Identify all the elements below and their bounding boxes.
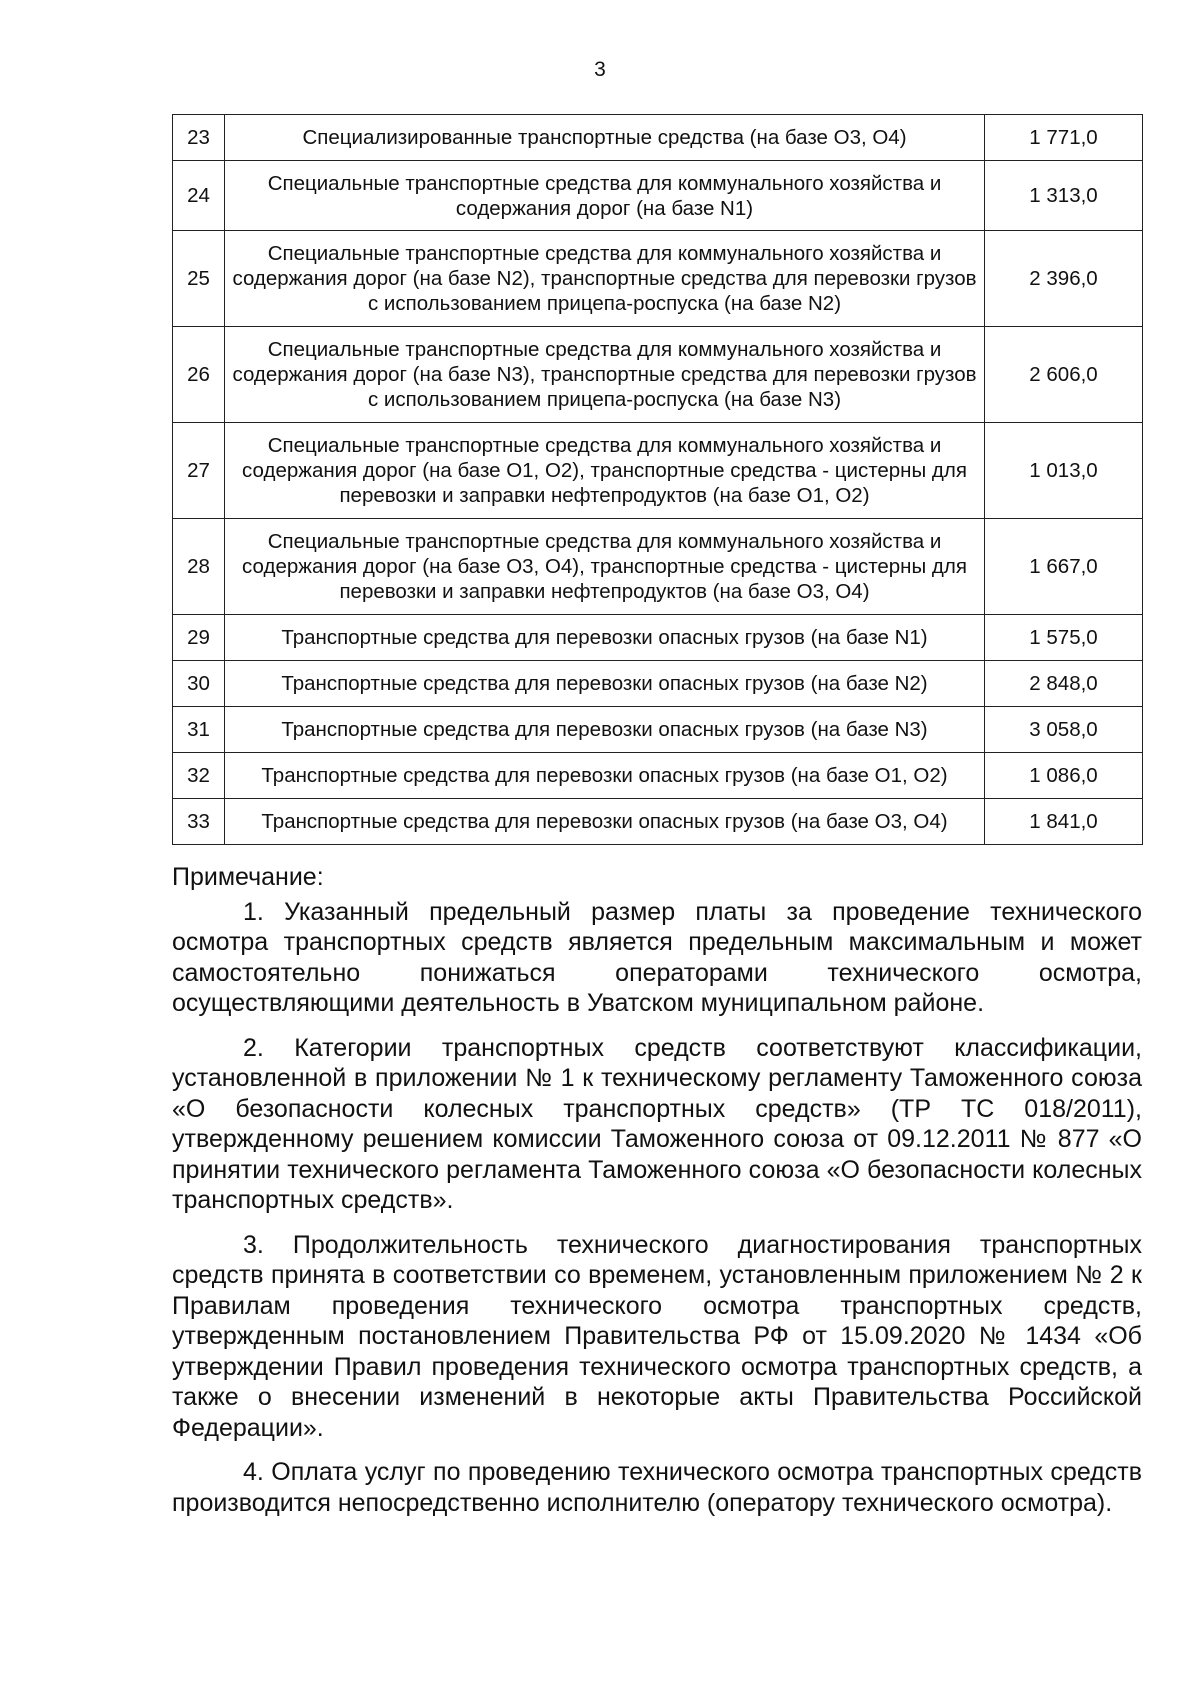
row-price: 1 575,0 bbox=[985, 615, 1143, 661]
row-number: 33 bbox=[173, 799, 225, 845]
row-description: Специальные транспортные средства для коммунального хозяйства и содержания дорог (на базе N3), транспортные средства для перевозки грузов с использованием прицепа-роспуска (на базе N3) bbox=[225, 327, 985, 423]
table-row bbox=[173, 423, 1143, 519]
table-row bbox=[173, 231, 1143, 327]
table-row bbox=[173, 327, 1143, 423]
row-description: Специальные транспортные средства для коммунального хозяйства и содержания дорог (на базе N2), транспортные средства для перевозки грузов с использованием прицепа-роспуска (на базе N2) bbox=[225, 231, 985, 327]
row-price: 1 841,0 bbox=[985, 799, 1143, 845]
row-number: 32 bbox=[173, 753, 225, 799]
note-item-1: 1. Указанный предельный размер платы за проведение технического осмотра транспортных средств является предельным максимальным и может самостоятельно понижаться операторами технического осмотра, осуществляющими деятельность в Уватском муниципальном районе. bbox=[172, 897, 1142, 1017]
row-number: 23 bbox=[173, 115, 225, 161]
table-row bbox=[173, 615, 1143, 661]
row-number: 29 bbox=[173, 615, 225, 661]
table-row bbox=[173, 161, 1143, 231]
row-price: 1 013,0 bbox=[985, 423, 1143, 519]
note-item-3: 3. Продолжительность технического диагностирования транспортных средств принята в соответствии со временем, установленным приложением № 2 к Правилам проведения технического осмотра транспортных средств, утвержденным постановлением Правительства РФ от 15.09.2020 № 1434 «Об утверждении Правил проведения технического осмотра транспортных средств, а также о внесении изменений в некоторые акты Правительства Российской Федерации». bbox=[172, 1230, 1142, 1442]
table-row bbox=[173, 661, 1143, 707]
notes-section bbox=[172, 862, 1142, 1532]
row-description: Специальные транспортные средства для коммунального хозяйства и содержания дорог (на базе О1, О2), транспортные средства - цистерны для перевозки и заправки нефтепродуктов (на базе О1, О2) bbox=[225, 423, 985, 519]
row-price: 1 313,0 bbox=[985, 161, 1143, 231]
table-row bbox=[173, 753, 1143, 799]
table-row bbox=[173, 519, 1143, 615]
row-number: 27 bbox=[173, 423, 225, 519]
row-price: 2 396,0 bbox=[985, 231, 1143, 327]
table-row bbox=[173, 799, 1143, 845]
row-price: 1 667,0 bbox=[985, 519, 1143, 615]
note-item-4: 4. Оплата услуг по проведению технического осмотра транспортных средств производится непосредственно исполнителю (оператору технического осмотра). bbox=[172, 1458, 1142, 1517]
row-description: Специальные транспортные средства для коммунального хозяйства и содержания дорог (на базе N1) bbox=[225, 161, 985, 231]
page-number: 3 bbox=[594, 58, 606, 81]
row-number: 30 bbox=[173, 661, 225, 707]
fees-table bbox=[172, 114, 1143, 845]
table-row bbox=[173, 707, 1143, 753]
row-price: 2 606,0 bbox=[985, 327, 1143, 423]
row-price: 1 771,0 bbox=[985, 115, 1143, 161]
row-price: 3 058,0 bbox=[985, 707, 1143, 753]
row-description: Транспортные средства для перевозки опасных грузов (на базе N2) bbox=[225, 661, 985, 707]
row-number: 25 bbox=[173, 231, 225, 327]
row-description: Транспортные средства для перевозки опасных грузов (на базе О1, О2) bbox=[225, 753, 985, 799]
row-number: 26 bbox=[173, 327, 225, 423]
table-row bbox=[173, 115, 1143, 161]
notes-title: Примечание: bbox=[172, 863, 324, 891]
row-number: 24 bbox=[173, 161, 225, 231]
row-description: Специальные транспортные средства для коммунального хозяйства и содержания дорог (на базе О3, О4), транспортные средства - цистерны для перевозки и заправки нефтепродуктов (на базе О3, О4) bbox=[225, 519, 985, 615]
row-price: 2 848,0 bbox=[985, 661, 1143, 707]
row-number: 28 bbox=[173, 519, 225, 615]
row-description: Специализированные транспортные средства (на базе О3, О4) bbox=[225, 115, 985, 161]
note-item-2: 2. Категории транспортных средств соответствуют классификации, установленной в приложении № 1 к техническому регламенту Таможенного союза «О безопасности колесных транспортных средств» (ТР ТС 018/2011), утвержденному решением комиссии Таможенного союза от 09.12.2011 № 877 «О принятии технического регламента Таможенного союза «О безопасности колесных транспортных средств». bbox=[172, 1033, 1142, 1214]
row-description: Транспортные средства для перевозки опасных грузов (на базе N1) bbox=[225, 615, 985, 661]
row-description: Транспортные средства для перевозки опасных грузов (на базе О3, О4) bbox=[225, 799, 985, 845]
row-price: 1 086,0 bbox=[985, 753, 1143, 799]
row-description: Транспортные средства для перевозки опасных грузов (на базе N3) bbox=[225, 707, 985, 753]
row-number: 31 bbox=[173, 707, 225, 753]
